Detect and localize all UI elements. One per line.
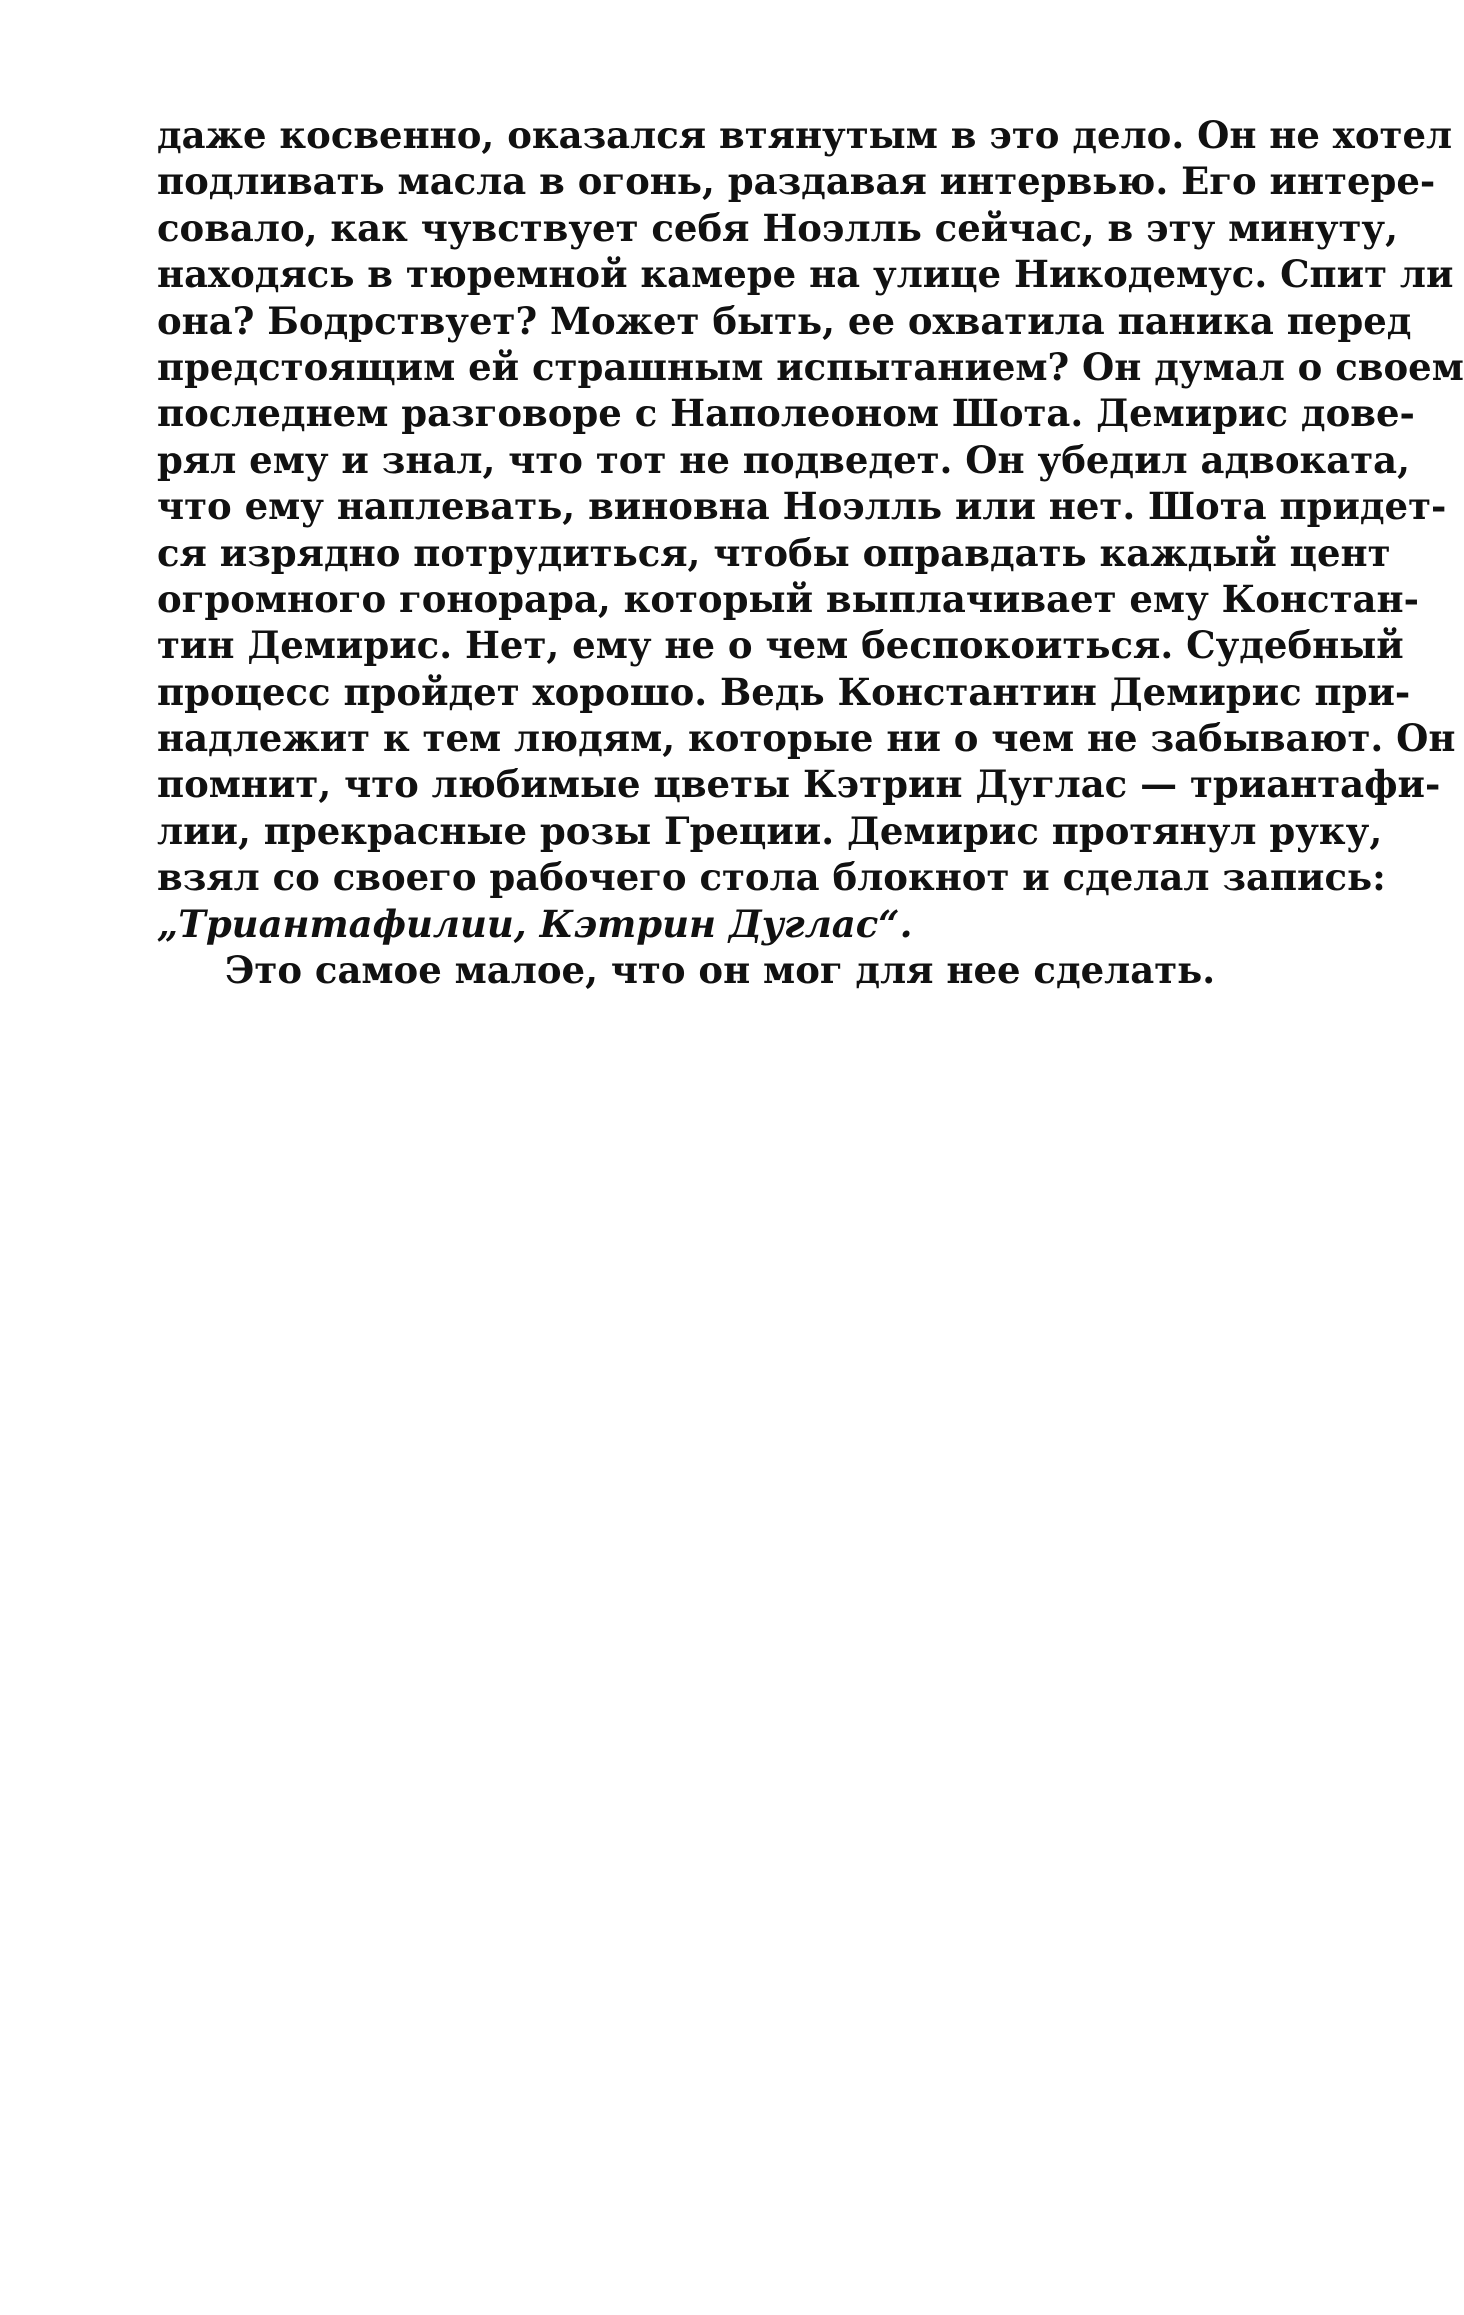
text-line-13: процесс пройдет хорошо. Ведь Константин Демирис при- bbox=[157, 669, 1411, 714]
text-line-14: надлежит к тем людям, которые ни о чем не забывают. Он bbox=[157, 716, 1456, 761]
text-line-10: ся изрядно потрудиться, чтобы оправдать каждый цент bbox=[157, 530, 1391, 575]
text-line-6: предстоящим ей страшным испытанием? Он думал о своем bbox=[157, 344, 1464, 389]
text-line-4: находясь в тюремной камере на улице Никодемус. Спит ли bbox=[157, 252, 1454, 297]
text-line-5: она? Бодрствует? Может быть, ее охватила паника перед bbox=[157, 298, 1412, 343]
text-line-1: даже косвенно, оказался втянутым в это дело. Он не хотел bbox=[157, 113, 1453, 157]
text-line-3: совало, как чувствует себя Ноэлль сейчас, в эту минуту, bbox=[157, 205, 1398, 250]
text-line-12: тин Демирис. Нет, ему не о чем беспокоиться. Судебный bbox=[157, 623, 1404, 668]
body-text bbox=[157, 112, 1464, 993]
text-line-11: огромного гонорара, который выплачивает ему Констан- bbox=[157, 576, 1419, 621]
italic-note-line: „Триантафилии, Кэтрин Дуглас“. bbox=[157, 901, 913, 946]
text-line-16: лии, прекрасные розы Греции. Демирис протянул руку, bbox=[157, 808, 1383, 853]
text-line-8: рял ему и знал, что тот не подведет. Он убедил адвоката, bbox=[157, 437, 1410, 482]
text-line-15: помнит, что любимые цветы Кэтрин Дуглас — триантафи- bbox=[157, 762, 1441, 807]
text-line-9: что ему наплевать, виновна Ноэлль или нет. Шота придет- bbox=[157, 484, 1447, 529]
text-line-2: подливать масла в огонь, раздавая интервью. Его интере- bbox=[157, 159, 1436, 204]
text-line-17: взял со своего рабочего стола блокнот и сделал запись: bbox=[157, 855, 1386, 900]
paragraph-last-line: Это самое малое, что он мог для нее сделать. bbox=[225, 948, 1216, 993]
text-line-7: последнем разговоре с Наполеоном Шота. Демирис дове- bbox=[157, 391, 1415, 436]
